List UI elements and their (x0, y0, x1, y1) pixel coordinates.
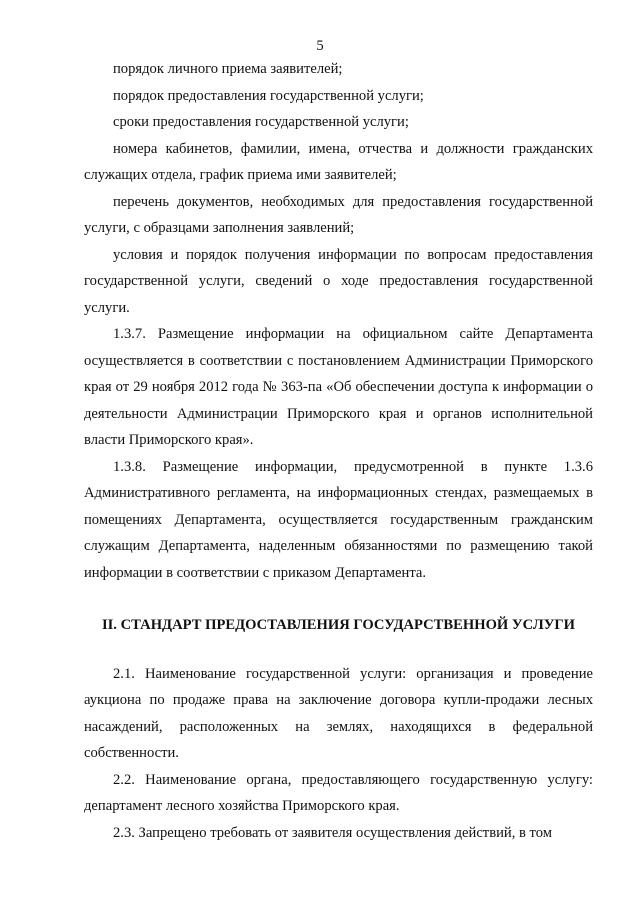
paragraph-office-numbers: номера кабинетов, фамилии, имена, отчества и должности гражданских служащих отдела, график приема ими заявителей; (84, 140, 593, 183)
section-heading: II. СТАНДАРТ ПРЕДОСТАВЛЕНИЯ ГОСУДАРСТВЕННОЙ УСЛУГИ (101, 617, 576, 633)
paragraph-2-3: 2.3. Запрещено требовать от заявителя осуществления действий, в том (113, 824, 552, 841)
paragraph-personal-reception: порядок личного приема заявителей; (113, 61, 343, 77)
document-body (84, 56, 593, 846)
paragraph-1-3-8: 1.3.8. Размещение информации, предусмотренной в пункте 1.3.6 Административного регламента, на информационных стендах, размещаемых в помещениях Департамента, осуществляется государственным гражданским служащим Департамента, наделенным обязанностями по размещению такой информации в соответствии с приказом Департамента. (84, 458, 593, 581)
paragraph-1-3-7: 1.3.7. Размещение информации на официальном сайте Департамента осуществляется в соответствии с постановлением Администрации Приморского края от 29 ноября 2012 года № 363-па «Об обеспечении доступа к информации о деятельности Администрации Приморского края и органов исполнительной власти Приморского края». (84, 326, 593, 448)
page-number: 5 (316, 38, 324, 54)
paragraph-service-terms: сроки предоставления государственной услуги; (113, 114, 409, 130)
paragraph-information-conditions: условия и порядок получения информации по вопросам предоставления государственной услуги, сведений о ходе предоставления государственной услуги. (84, 246, 593, 316)
paragraph-documents-list: перечень документов, необходимых для предоставления государственной услуги, с образцами заполнения заявлений; (84, 193, 593, 236)
paragraph-2-1: 2.1. Наименование государственной услуги: организация и проведение аукциона по продаже права на заключение договора купли-продажи лесных насаждений, расположенных на землях, находящихся в федеральной собственности. (84, 665, 593, 761)
paragraph-service-procedure: порядок предоставления государственной услуги; (113, 87, 424, 104)
paragraph-2-2: 2.2. Наименование органа, предоставляющего государственную услугу: департамент лесного хозяйства Приморского края. (84, 771, 593, 814)
